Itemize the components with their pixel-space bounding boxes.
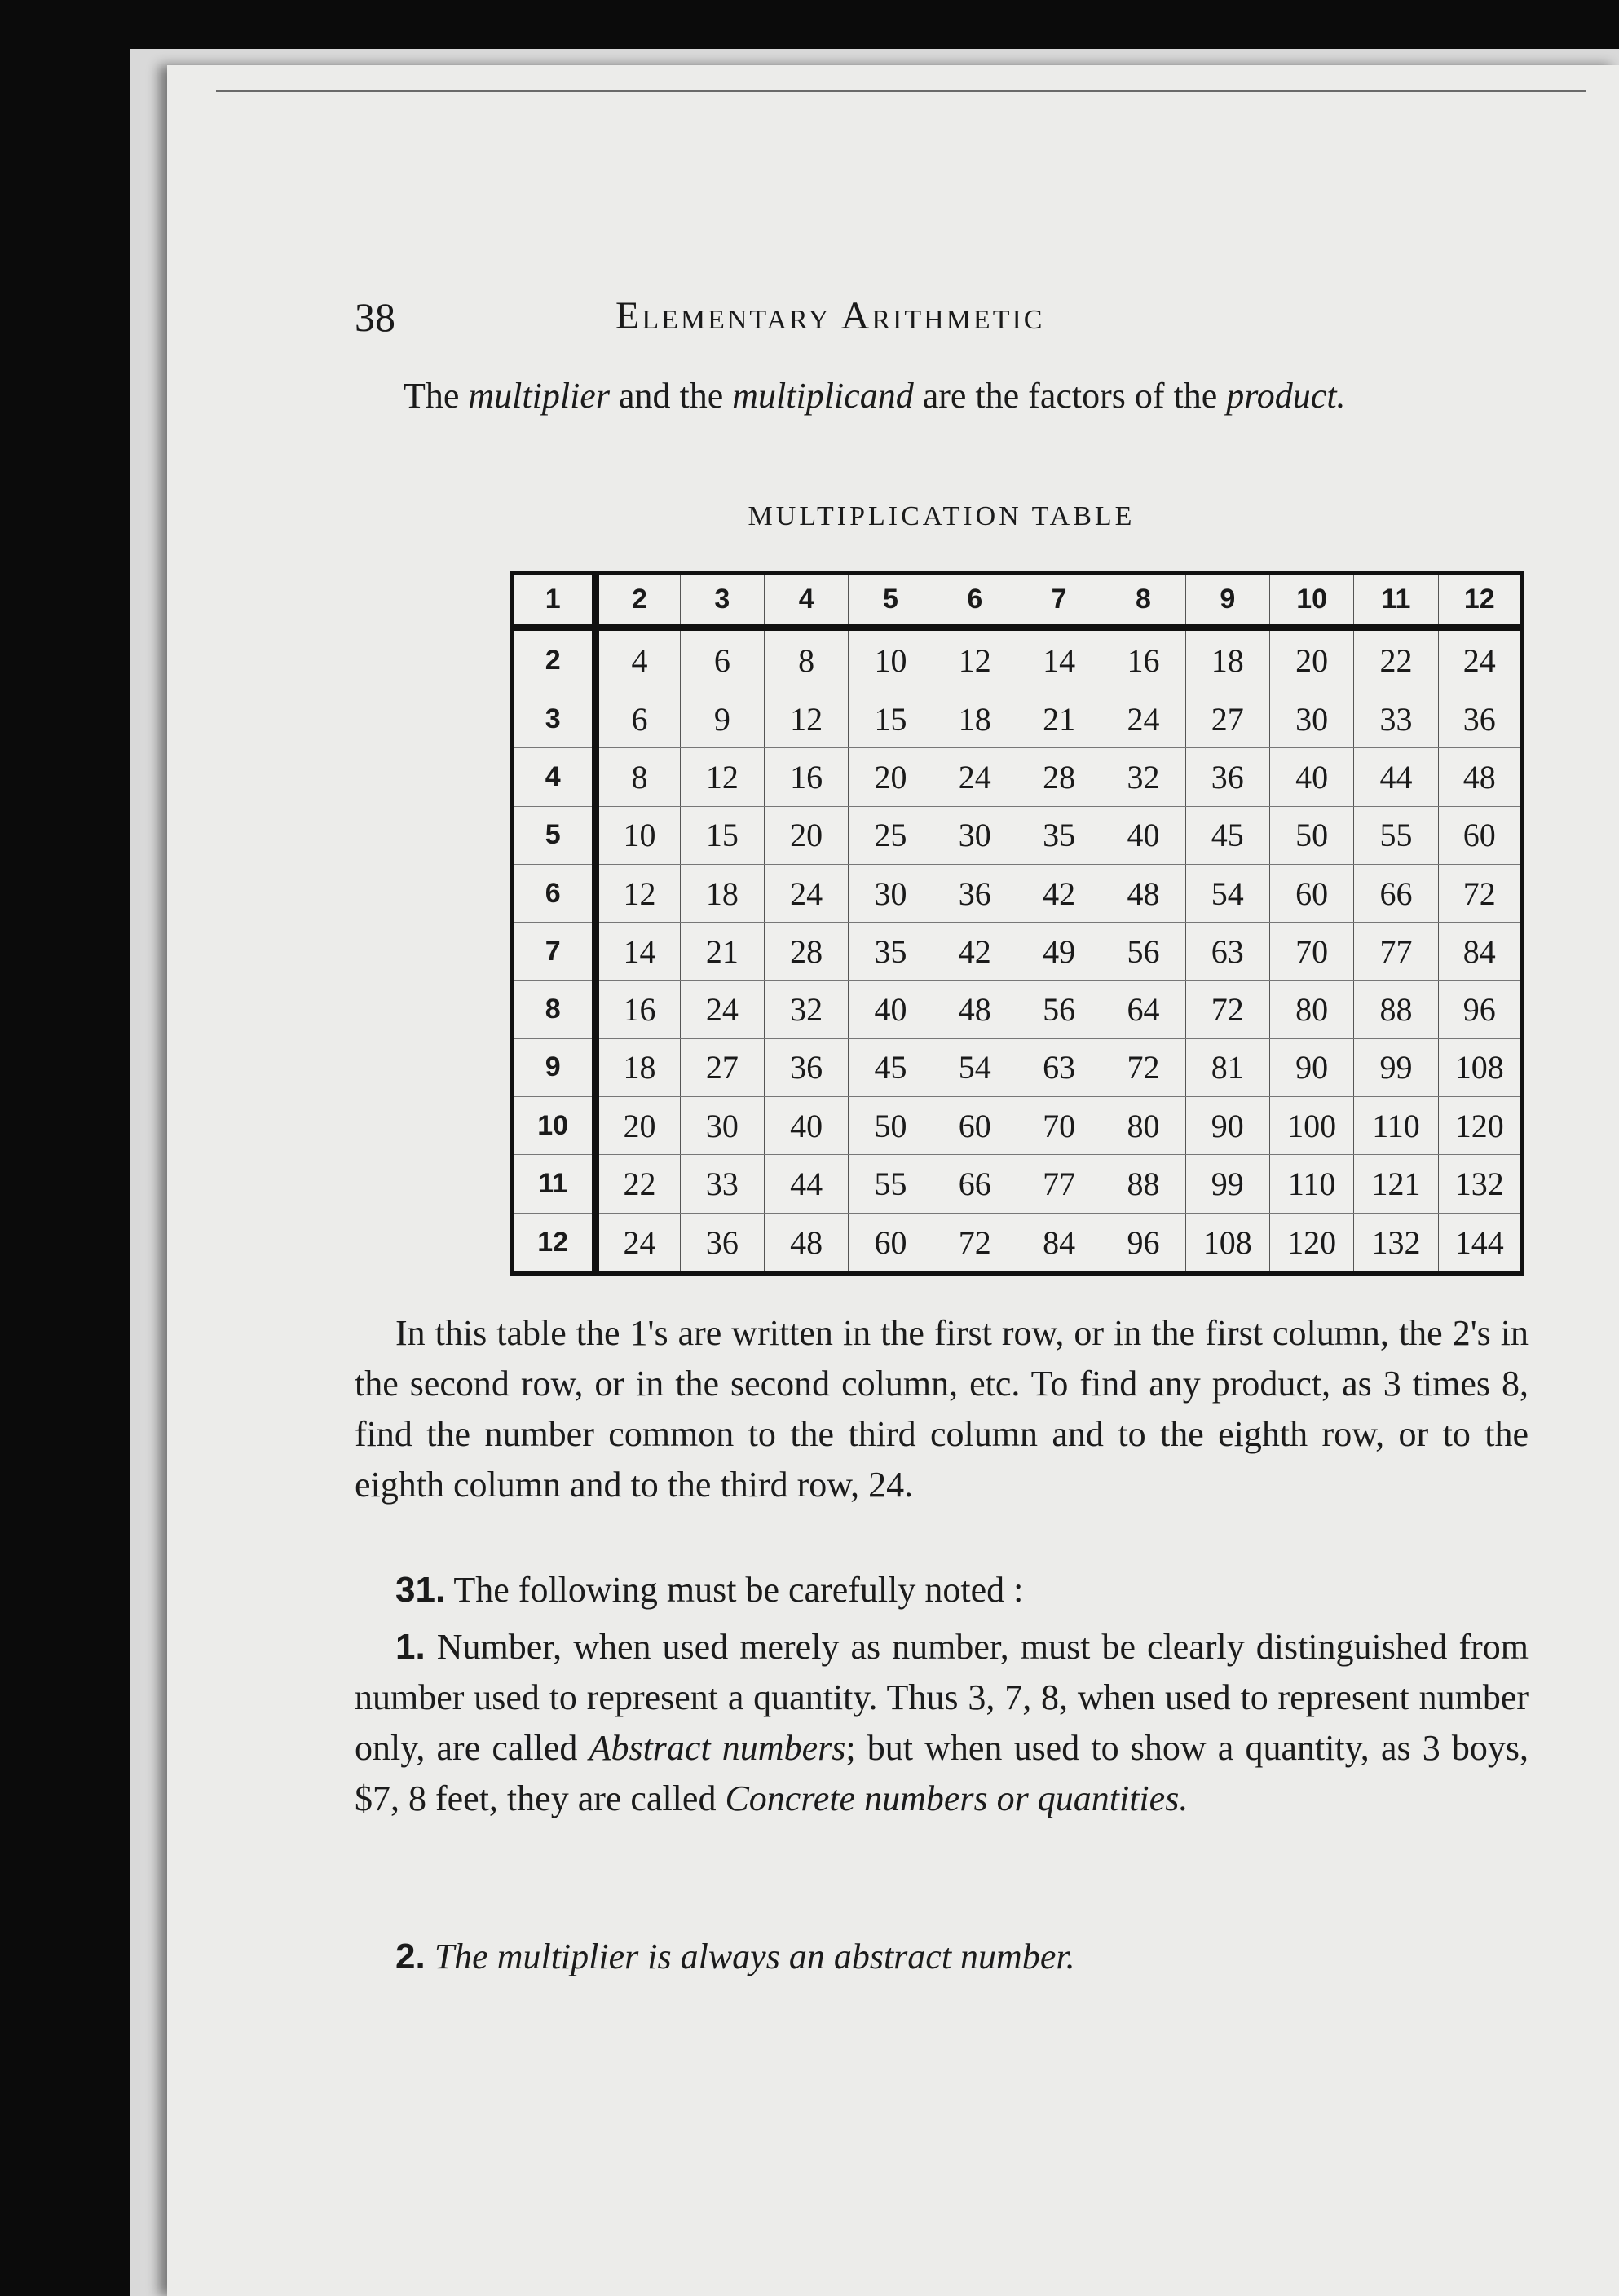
table-cell: 3 bbox=[680, 573, 764, 628]
table-cell: 50 bbox=[849, 1097, 933, 1155]
table-cell: 144 bbox=[1438, 1213, 1522, 1273]
table-cell: 66 bbox=[933, 1155, 1017, 1213]
table-cell: 20 bbox=[596, 1097, 680, 1155]
table-cell: 49 bbox=[1017, 923, 1101, 981]
table-cell: 56 bbox=[1101, 923, 1185, 981]
note-1-number: 1. bbox=[395, 1627, 426, 1667]
table-cell: 8 bbox=[512, 981, 596, 1038]
top-rule bbox=[216, 90, 1586, 92]
table-cell: 12 bbox=[512, 1213, 596, 1273]
table-cell: 54 bbox=[1185, 864, 1269, 922]
table-row bbox=[512, 806, 1523, 864]
table-cell: 10 bbox=[1269, 573, 1353, 628]
table-cell: 9 bbox=[680, 690, 764, 748]
table-cell: 24 bbox=[596, 1213, 680, 1273]
table-cell: 45 bbox=[849, 1038, 933, 1096]
section-intro: The following must be carefully noted : bbox=[453, 1570, 1024, 1610]
table-cell: 55 bbox=[1354, 806, 1438, 864]
abstract-numbers-term: Abstract numbers bbox=[589, 1728, 846, 1768]
table-cell: 80 bbox=[1269, 981, 1353, 1038]
table-cell: 110 bbox=[1269, 1155, 1353, 1213]
table-cell: 72 bbox=[1101, 1038, 1185, 1096]
table-cell: 48 bbox=[764, 1213, 848, 1273]
table-row bbox=[512, 1097, 1523, 1155]
product-term: product. bbox=[1226, 376, 1346, 416]
table-cell: 28 bbox=[764, 923, 848, 981]
table-cell: 27 bbox=[1185, 690, 1269, 748]
table-cell: 12 bbox=[596, 864, 680, 922]
running-title: Elementary Arithmetic bbox=[615, 294, 1045, 337]
table-cell: 24 bbox=[1438, 628, 1522, 690]
table-cell: 80 bbox=[1101, 1097, 1185, 1155]
table-row bbox=[512, 923, 1523, 981]
table-cell: 54 bbox=[933, 1038, 1017, 1096]
table-cell: 6 bbox=[933, 573, 1017, 628]
table-cell: 18 bbox=[680, 864, 764, 922]
table-cell: 60 bbox=[849, 1213, 933, 1273]
table-cell: 70 bbox=[1017, 1097, 1101, 1155]
table-cell: 16 bbox=[1101, 628, 1185, 690]
table-row bbox=[512, 1155, 1523, 1213]
table-cell: 30 bbox=[849, 864, 933, 922]
table-cell: 30 bbox=[933, 806, 1017, 864]
table-cell: 90 bbox=[1269, 1038, 1353, 1096]
table-cell: 24 bbox=[1101, 690, 1185, 748]
table-cell: 45 bbox=[1185, 806, 1269, 864]
table-cell: 7 bbox=[512, 923, 596, 981]
table-cell: 9 bbox=[1185, 573, 1269, 628]
table-cell: 50 bbox=[1269, 806, 1353, 864]
table-cell: 81 bbox=[1185, 1038, 1269, 1096]
table-cell: 56 bbox=[1017, 981, 1101, 1038]
table-cell: 18 bbox=[596, 1038, 680, 1096]
table-cell: 108 bbox=[1438, 1038, 1522, 1096]
table-cell: 16 bbox=[596, 981, 680, 1038]
table-cell: 5 bbox=[512, 806, 596, 864]
table-cell: 72 bbox=[1185, 981, 1269, 1038]
table-cell: 28 bbox=[1017, 748, 1101, 806]
table-cell: 88 bbox=[1101, 1155, 1185, 1213]
table-cell: 44 bbox=[764, 1155, 848, 1213]
table-cell: 84 bbox=[1017, 1213, 1101, 1273]
table-cell: 70 bbox=[1269, 923, 1353, 981]
table-cell: 48 bbox=[1101, 864, 1185, 922]
table-cell: 72 bbox=[1438, 864, 1522, 922]
table-cell: 63 bbox=[1185, 923, 1269, 981]
table-cell: 11 bbox=[512, 1155, 596, 1213]
table-cell: 6 bbox=[596, 690, 680, 748]
section-number: 31. bbox=[395, 1570, 446, 1610]
concrete-numbers-term: Concrete numbers or quantities. bbox=[725, 1778, 1189, 1818]
table-cell: 64 bbox=[1101, 981, 1185, 1038]
table-row bbox=[512, 690, 1523, 748]
table-cell: 40 bbox=[849, 981, 933, 1038]
table-cell: 8 bbox=[1101, 573, 1185, 628]
table-cell: 40 bbox=[1269, 748, 1353, 806]
table-row bbox=[512, 981, 1523, 1038]
section-31 bbox=[355, 1565, 1529, 1615]
multiplicand-term: multiplicand bbox=[732, 376, 914, 416]
table-cell: 25 bbox=[849, 806, 933, 864]
table-cell: 77 bbox=[1017, 1155, 1101, 1213]
multiplication-table-wrap bbox=[510, 571, 1524, 1276]
table-cell: 32 bbox=[764, 981, 848, 1038]
table-cell: 12 bbox=[764, 690, 848, 748]
table-cell: 10 bbox=[596, 806, 680, 864]
table-cell: 8 bbox=[596, 748, 680, 806]
table-cell: 40 bbox=[764, 1097, 848, 1155]
table-cell: 96 bbox=[1438, 981, 1522, 1038]
table-header-row bbox=[512, 573, 1523, 628]
table-cell: 108 bbox=[1185, 1213, 1269, 1273]
note-1: 1. Number, when used merely as number, must be clearly distinguished from number used to represent a quantity. Thus 3, 7, 8, when used to represent number only, are called Abstract numbers; but when used to show a quantity, as 3 boys, $7, 8 feet, they are called Concrete numbers or quantities. bbox=[355, 1627, 1529, 1818]
table-cell: 18 bbox=[933, 690, 1017, 748]
table-cell: 121 bbox=[1354, 1155, 1438, 1213]
table-cell: 60 bbox=[933, 1097, 1017, 1155]
table-cell: 40 bbox=[1101, 806, 1185, 864]
table-cell: 6 bbox=[512, 864, 596, 922]
table-cell: 24 bbox=[680, 981, 764, 1038]
table-cell: 21 bbox=[1017, 690, 1101, 748]
table-cell: 90 bbox=[1185, 1097, 1269, 1155]
table-cell: 55 bbox=[849, 1155, 933, 1213]
table-cell: 24 bbox=[764, 864, 848, 922]
table-cell: 30 bbox=[1269, 690, 1353, 748]
table-cell: 10 bbox=[849, 628, 933, 690]
table-cell: 120 bbox=[1438, 1097, 1522, 1155]
table-cell: 8 bbox=[764, 628, 848, 690]
table-cell: 36 bbox=[1185, 748, 1269, 806]
table-cell: 48 bbox=[933, 981, 1017, 1038]
table-cell: 18 bbox=[1185, 628, 1269, 690]
table-cell: 2 bbox=[512, 628, 596, 690]
table-cell: 20 bbox=[849, 748, 933, 806]
table-cell: 1 bbox=[512, 573, 596, 628]
page-number: 38 bbox=[355, 294, 395, 340]
table-cell: 32 bbox=[1101, 748, 1185, 806]
table-cell: 24 bbox=[933, 748, 1017, 806]
table-cell: 100 bbox=[1269, 1097, 1353, 1155]
table-cell: 16 bbox=[764, 748, 848, 806]
table-row bbox=[512, 864, 1523, 922]
table-cell: 72 bbox=[933, 1213, 1017, 1273]
table-cell: 33 bbox=[1354, 690, 1438, 748]
note-2-text: The multiplier is always an abstract number. bbox=[434, 1937, 1075, 1976]
table-cell: 88 bbox=[1354, 981, 1438, 1038]
table-cell: 99 bbox=[1354, 1038, 1438, 1096]
table-cell: 36 bbox=[933, 864, 1017, 922]
table-cell: 99 bbox=[1185, 1155, 1269, 1213]
intro-paragraph: The multiplier and the multiplicand are the factors of the product. bbox=[404, 376, 1346, 416]
table-cell: 9 bbox=[512, 1038, 596, 1096]
table-cell: 14 bbox=[1017, 628, 1101, 690]
page-header bbox=[355, 293, 1496, 359]
table-cell: 22 bbox=[596, 1155, 680, 1213]
table-cell: 48 bbox=[1438, 748, 1522, 806]
table-cell: 4 bbox=[512, 748, 596, 806]
note-2 bbox=[355, 1932, 1529, 1982]
table-cell: 2 bbox=[596, 573, 680, 628]
table-caption: MULTIPLICATION TABLE bbox=[748, 501, 1136, 531]
table-cell: 10 bbox=[512, 1097, 596, 1155]
table-cell: 60 bbox=[1269, 864, 1353, 922]
table-cell: 33 bbox=[680, 1155, 764, 1213]
table-cell: 14 bbox=[596, 923, 680, 981]
table-cell: 27 bbox=[680, 1038, 764, 1096]
multiplier-term: multiplier bbox=[468, 376, 610, 416]
table-cell: 12 bbox=[1438, 573, 1522, 628]
table-row bbox=[512, 748, 1523, 806]
table-row bbox=[512, 1213, 1523, 1273]
table-cell: 110 bbox=[1354, 1097, 1438, 1155]
table-cell: 63 bbox=[1017, 1038, 1101, 1096]
table-cell: 7 bbox=[1017, 573, 1101, 628]
table-cell: 60 bbox=[1438, 806, 1522, 864]
multiplication-table bbox=[510, 571, 1524, 1276]
table-cell: 35 bbox=[849, 923, 933, 981]
table-cell: 6 bbox=[680, 628, 764, 690]
note-2-number: 2. bbox=[395, 1937, 426, 1976]
table-cell: 120 bbox=[1269, 1213, 1353, 1273]
table-cell: 21 bbox=[680, 923, 764, 981]
table-cell: 132 bbox=[1438, 1155, 1522, 1213]
table-cell: 3 bbox=[512, 690, 596, 748]
table-cell: 42 bbox=[1017, 864, 1101, 922]
table-cell: 22 bbox=[1354, 628, 1438, 690]
table-cell: 35 bbox=[1017, 806, 1101, 864]
table-row bbox=[512, 628, 1523, 690]
explanation-paragraph: In this table the 1's are written in the first row, or in the first column, the 2's in the second row, or in the second column, etc. To find any product, as 3 times 8, find the number common to the third column and to the eighth row, or to the eighth column and to the third row, 24. bbox=[355, 1313, 1529, 1505]
table-cell: 132 bbox=[1354, 1213, 1438, 1273]
table-cell: 44 bbox=[1354, 748, 1438, 806]
table-cell: 36 bbox=[680, 1213, 764, 1273]
table-cell: 84 bbox=[1438, 923, 1522, 981]
table-cell: 4 bbox=[596, 628, 680, 690]
table-cell: 5 bbox=[849, 573, 933, 628]
table-row bbox=[512, 1038, 1523, 1096]
book-page bbox=[167, 65, 1619, 2296]
table-cell: 30 bbox=[680, 1097, 764, 1155]
table-cell: 12 bbox=[933, 628, 1017, 690]
table-cell: 15 bbox=[680, 806, 764, 864]
table-cell: 42 bbox=[933, 923, 1017, 981]
table-cell: 77 bbox=[1354, 923, 1438, 981]
table-cell: 20 bbox=[1269, 628, 1353, 690]
table-cell: 36 bbox=[764, 1038, 848, 1096]
table-cell: 4 bbox=[764, 573, 848, 628]
table-cell: 96 bbox=[1101, 1213, 1185, 1273]
table-cell: 12 bbox=[680, 748, 764, 806]
table-cell: 20 bbox=[764, 806, 848, 864]
table-cell: 36 bbox=[1438, 690, 1522, 748]
table-cell: 15 bbox=[849, 690, 933, 748]
table-cell: 11 bbox=[1354, 573, 1438, 628]
table-cell: 66 bbox=[1354, 864, 1438, 922]
